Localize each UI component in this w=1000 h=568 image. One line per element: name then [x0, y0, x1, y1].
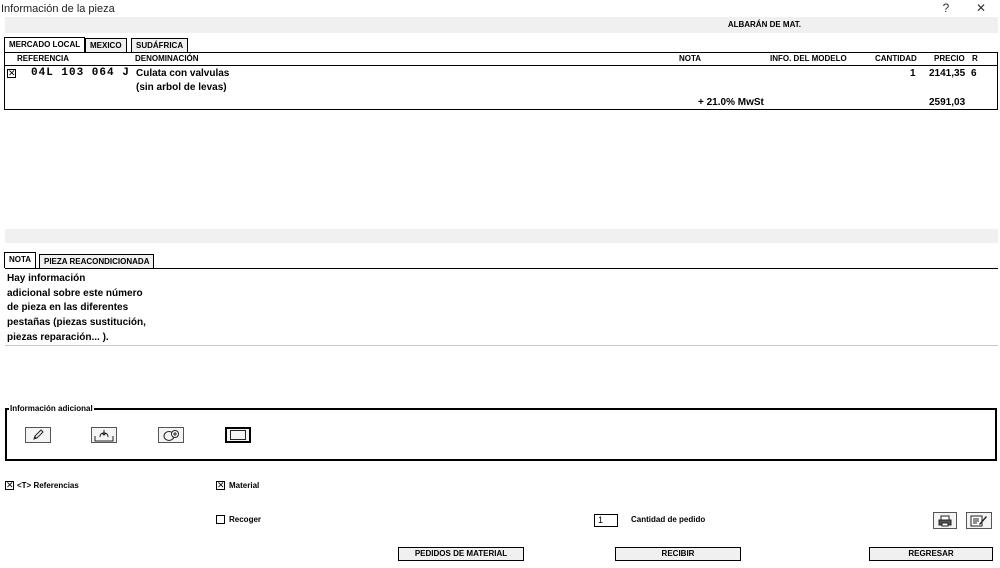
- note-line: adicional sobre este número: [7, 287, 143, 299]
- quantity-input[interactable]: 1: [594, 514, 618, 527]
- col-nota: NOTA: [679, 54, 702, 63]
- pedidos-material-button[interactable]: PEDIDOS DE MATERIAL: [398, 547, 524, 561]
- window-title: Información de la pieza: [1, 3, 115, 15]
- pencil-icon[interactable]: [25, 427, 51, 443]
- divider: [5, 345, 998, 346]
- note-line: pestañas (piezas sustitución,: [7, 317, 146, 329]
- recoger-checkbox[interactable]: [216, 515, 225, 524]
- tab-nota[interactable]: NOTA: [4, 252, 36, 268]
- col-r: R: [972, 54, 978, 63]
- referencias-checkbox[interactable]: ✕: [6, 480, 14, 490]
- edit-document-button[interactable]: [966, 512, 992, 529]
- window-icon[interactable]: [225, 427, 251, 443]
- info-adicional-legend: Información adicional: [10, 404, 93, 413]
- tab-mercado-local[interactable]: MERCADO LOCAL: [4, 37, 85, 53]
- header-bar: [5, 17, 998, 33]
- material-checkbox[interactable]: ✕: [217, 480, 225, 490]
- help-button[interactable]: ?: [942, 1, 950, 15]
- table-row[interactable]: [5, 66, 997, 109]
- row-referencia: 04L 103 064 J: [31, 67, 130, 79]
- edit-document-icon: [970, 514, 988, 527]
- tab-pieza-reacondicionada[interactable]: PIEZA REACONDICIONADA: [39, 254, 154, 268]
- material-label: Material: [229, 481, 260, 490]
- recoger-label: Recoger: [229, 515, 262, 524]
- row-r: 6: [971, 68, 977, 79]
- referencias-label: <T> Referencias: [17, 481, 79, 490]
- col-precio: PRECIO: [934, 54, 965, 63]
- regresar-button[interactable]: REGRESAR: [869, 547, 993, 561]
- info-adicional-group: [5, 408, 997, 461]
- col-info-modelo: INFO. DEL MODELO: [770, 54, 847, 63]
- tax-total: 2591,03: [929, 97, 966, 108]
- row-precio: 2141,35: [929, 68, 966, 79]
- splitter-bar[interactable]: [5, 229, 998, 243]
- row-select-checkbox[interactable]: ✕: [8, 68, 16, 78]
- note-line: Hay información: [7, 273, 86, 284]
- albaran-label: ALBARÁN DE MAT.: [727, 20, 801, 29]
- note-line: de pieza en las diferentes: [7, 302, 129, 314]
- tax-label: + 21.0% MwSt: [698, 97, 764, 108]
- note-line: piezas reparación... ).: [7, 331, 109, 343]
- note-tab-divider: [5, 268, 998, 269]
- row-denominacion-line1: Culata con valvulas: [136, 68, 230, 79]
- col-referencia: REFERENCIA: [17, 54, 70, 63]
- coin-plus-icon[interactable]: [158, 427, 184, 443]
- hand-receive-icon[interactable]: [91, 427, 117, 443]
- row-denominacion-line2: (sin arbol de levas): [136, 82, 227, 93]
- table-header: [5, 53, 997, 66]
- recibir-button[interactable]: RECIBIR: [615, 547, 741, 561]
- print-button[interactable]: [933, 512, 957, 529]
- col-cantidad: CANTIDAD: [875, 54, 917, 63]
- tab-sudafrica[interactable]: SUDÁFRICA: [131, 38, 188, 52]
- note-text: [7, 272, 147, 346]
- close-button[interactable]: ✕: [975, 1, 987, 15]
- row-cantidad: 1: [910, 68, 916, 79]
- printer-icon: [938, 515, 952, 527]
- quantity-label: Cantidad de pedido: [631, 515, 706, 524]
- tab-mexico[interactable]: MEXICO: [85, 38, 127, 52]
- col-denominacion: DENOMINACIÓN: [135, 54, 199, 63]
